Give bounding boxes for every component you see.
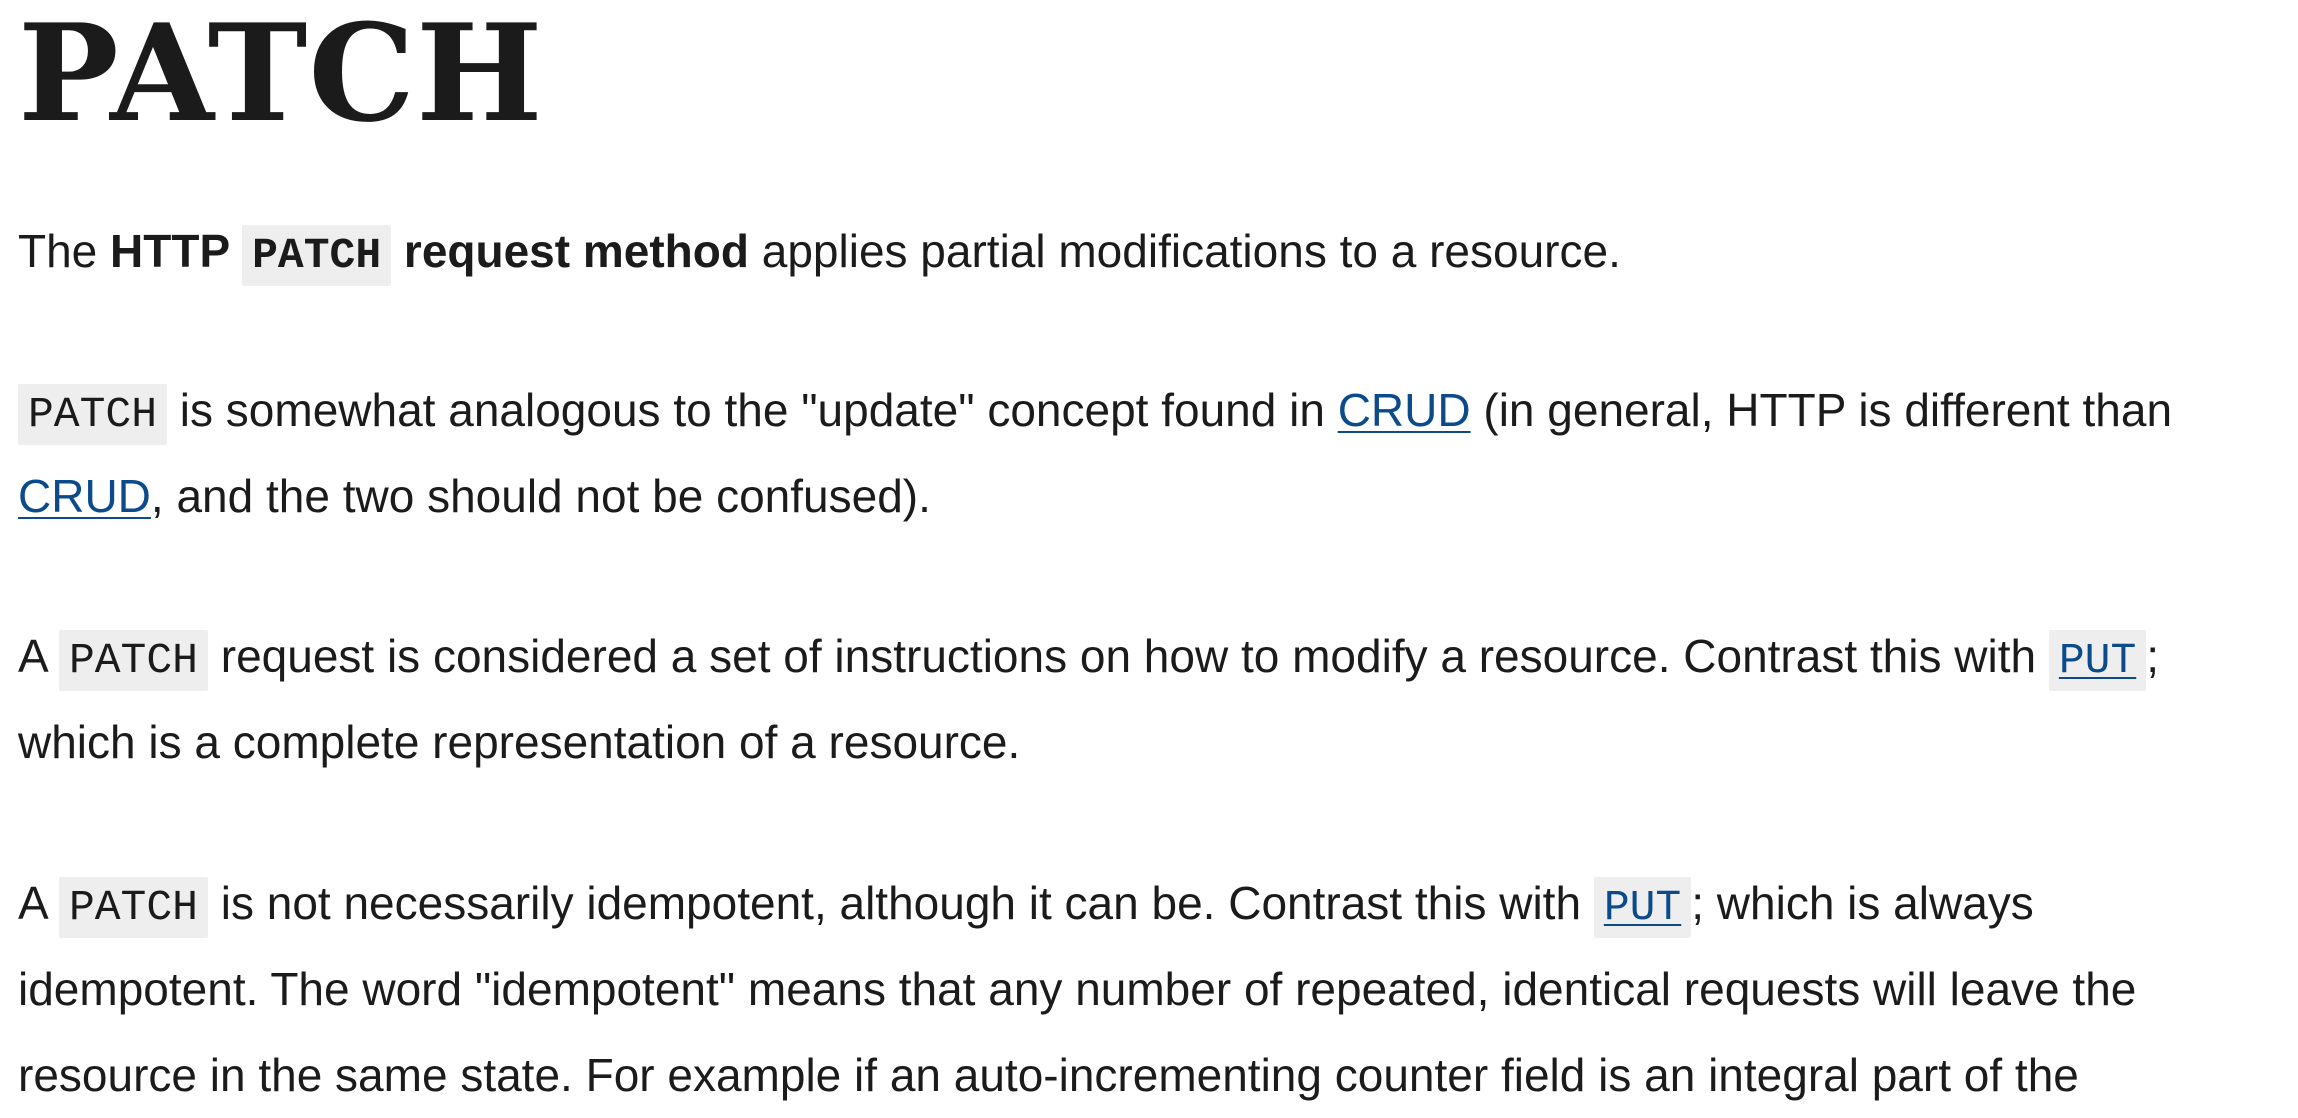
put-link[interactable] (1594, 877, 1691, 932)
crud-text-3: , and the two should not be confused). (150, 470, 931, 522)
idempotent-paragraph (18, 860, 2136, 1118)
put-code: PUT (1594, 877, 1691, 938)
instructions-paragraph (18, 613, 2159, 785)
page-title: PATCH (18, 0, 544, 152)
semicolon: ; (2146, 630, 2160, 682)
crud-text: is somewhat analogous to the "update" concept found in (167, 384, 1338, 436)
instructions-line-1 (18, 613, 2159, 699)
text-a: A (18, 877, 59, 929)
idempotent-line-3: resource in the same state. For example if an auto-incrementing counter field is an integral part of the (18, 1049, 2079, 1101)
idempotent-line-1 (18, 860, 2136, 946)
patch-code: PATCH (18, 384, 167, 445)
crud-line-2 (18, 453, 2172, 539)
patch-code: PATCH (59, 877, 208, 938)
text-a: A (18, 630, 59, 682)
patch-code: PATCH (59, 630, 208, 691)
intro-bold-phrase (110, 225, 749, 280)
instructions-line-2: which is a complete representation of a resource. (18, 716, 1021, 768)
intro-paragraph (18, 208, 1621, 299)
intro-text-end: applies partial modifications to a resource. (748, 225, 1621, 277)
crud-link-2[interactable]: CRUD (18, 470, 151, 522)
bold-request-method: request method (391, 225, 749, 277)
patch-code: PATCH (242, 225, 391, 286)
always-text: ; which is always (1691, 877, 2034, 929)
crud-text-2: (in general, HTTP is different than (1470, 384, 2173, 436)
crud-link[interactable]: CRUD (1337, 384, 1471, 436)
intro-text-start: The (18, 225, 111, 277)
crud-paragraph (18, 367, 2172, 539)
instructions-text: request is considered a set of instructions on how to modify a resource. Contrast this with (207, 630, 2049, 682)
idempotent-text: is not necessarily idempotent, although it can be. Contrast this with (207, 877, 1594, 929)
crud-line-1 (18, 367, 2172, 453)
idempotent-line-2: idempotent. The word "idempotent" means that any number of repeated, identical requests will leave the (18, 963, 2137, 1015)
put-link[interactable] (2049, 630, 2146, 685)
put-code: PUT (2049, 630, 2146, 691)
bold-http: HTTP (110, 225, 243, 277)
